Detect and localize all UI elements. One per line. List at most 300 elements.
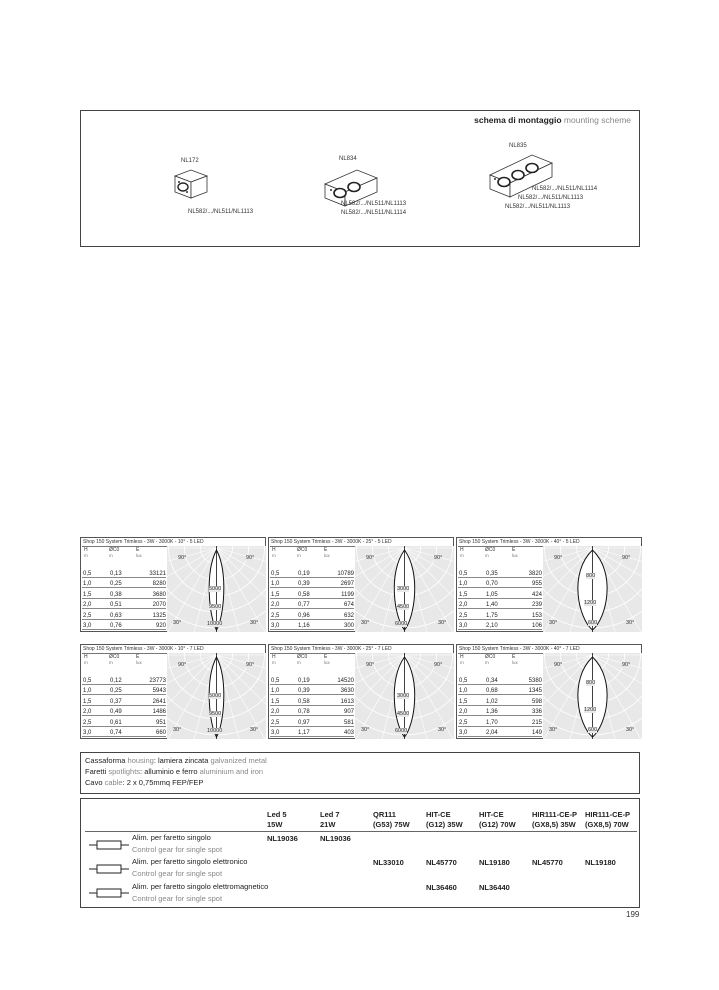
illuminance-value: 336 (531, 709, 542, 716)
photometric-col-header (297, 654, 307, 666)
angle-label-left: 90° (366, 662, 375, 668)
label-double-accessory-1: NL582/.../NL511/NL1113 (341, 201, 407, 207)
diameter-value: 0,39 (298, 688, 310, 695)
height-value: 2,5 (459, 612, 468, 619)
photometric-col-header (485, 547, 495, 559)
photometric-col-header (460, 654, 464, 666)
angle-label-left: 90° (178, 555, 187, 561)
spec-cable-it: Cavo (85, 778, 103, 787)
angle-label-right: 90° (622, 555, 631, 561)
illuminance-value: 424 (531, 591, 542, 598)
spec-housing-value-en: galvanized metal (210, 756, 267, 765)
height-value: 0,5 (83, 678, 92, 684)
polar-value-label: 3000 (397, 586, 410, 592)
photometric-panel (268, 644, 454, 739)
height-value: 3,0 (459, 730, 468, 736)
polar-value-label: 4500 (397, 604, 410, 610)
illuminance-value: 920 (155, 623, 166, 629)
gear-code: NL36440 (479, 883, 510, 892)
spec-cable: Cavo cable: 2 x 0,75mmq FEP/FEP (85, 778, 204, 787)
spec-housing-value: lamiera zincata (157, 756, 209, 765)
gear-header-led5: Led 5 15W (267, 810, 287, 829)
illuminance-value: 1486 (152, 709, 166, 716)
height-value: 2,5 (459, 719, 468, 726)
photometric-col-header (485, 654, 495, 666)
illuminance-value: 2697 (340, 581, 354, 588)
gear-header-hitce-70: HIT-CE (G12) 70W (479, 810, 516, 829)
spec-spotlights: Faretti spotlights: alluminio e ferro aluminium and iron (85, 767, 264, 776)
illuminance-value: 1345 (528, 688, 542, 695)
photometric-panel-title: Shop 150 System Trimless - 3W - 3000K - 10° - 5 LED (82, 538, 211, 547)
diameter-value: 0,25 (110, 581, 122, 588)
col-header-unit: m (485, 553, 489, 558)
photometric-row (270, 707, 355, 717)
height-value: 2,0 (83, 709, 92, 716)
diameter-value: 1,02 (486, 698, 498, 705)
diameter-value: 2,04 (486, 730, 498, 736)
col-header-label: ØC0 (109, 654, 120, 660)
photometric-row (270, 600, 355, 610)
label-triple-accessory-1: NL582/.../NL511/NL1114 (532, 186, 598, 192)
label-single-accessory: NL582/.../NL511/NL1113 (188, 209, 254, 215)
diameter-value: 1,40 (486, 602, 498, 609)
illuminance-value: 598 (531, 698, 542, 705)
gear-code: NL19180 (585, 858, 616, 867)
photometric-col-header (324, 547, 330, 559)
gear-code: NL36460 (426, 883, 457, 892)
diameter-value: 0,19 (298, 678, 310, 684)
height-value: 1,0 (459, 581, 468, 588)
photometric-col-header (324, 654, 330, 666)
height-value: 2,0 (459, 709, 468, 716)
diameter-value: 0,51 (110, 602, 122, 609)
diameter-value: 1,17 (298, 730, 310, 736)
mounting-title-en: mounting scheme (563, 115, 631, 125)
height-value: 2,5 (83, 612, 92, 619)
specs-box (80, 752, 640, 794)
photometric-col-header (109, 547, 119, 559)
height-value: 1,0 (271, 688, 280, 695)
photometric-row (82, 590, 167, 600)
photometric-col-header (272, 547, 276, 559)
illuminance-value: 951 (155, 719, 166, 726)
label-nl172: NL172 (181, 158, 199, 164)
illuminance-value: 674 (343, 602, 354, 609)
diameter-value: 0,77 (298, 602, 310, 609)
angle-label-right: 90° (434, 555, 443, 561)
gear-row-electromagnetic-it: Alim. per faretto singolo elettromagnetico (132, 882, 269, 891)
diameter-value: 1,36 (486, 709, 498, 716)
spec-cable-value: 2 x 0,75mmq FEP/FEP (126, 778, 204, 787)
height-value: 1,5 (271, 698, 280, 705)
diameter-value: 1,05 (486, 591, 498, 598)
polar-value-label: 800 (586, 680, 596, 686)
illuminance-value: 149 (531, 730, 542, 736)
angle-label-bottom-left: 30° (173, 727, 182, 733)
height-value: 2,5 (271, 612, 280, 619)
height-value: 2,5 (271, 719, 280, 726)
illuminance-value: 907 (343, 709, 354, 716)
photometric-row (270, 569, 355, 579)
single-housing-drawing (171, 166, 211, 206)
control-gear-icon (89, 840, 129, 850)
col-header-label: H (272, 654, 276, 660)
gear-code: NL33010 (373, 858, 404, 867)
illuminance-value: 153 (531, 612, 542, 619)
gear-header-hir111-35: HIR111-CE-P (GX8,5) 35W (532, 810, 578, 829)
angle-label-bottom-right: 30° (626, 727, 635, 733)
photometric-row (270, 676, 355, 686)
photometric-row (458, 579, 543, 589)
diameter-value: 2,10 (486, 623, 498, 629)
photometric-row (458, 686, 543, 696)
height-value: 0,5 (271, 571, 280, 577)
gear-header-qr111: QR111 (G53) 75W (373, 810, 410, 829)
photometric-row (270, 686, 355, 696)
photometric-panel (80, 537, 266, 632)
gear-row-electronic-en: Control gear for single spot (132, 869, 223, 878)
diameter-value: 0,61 (110, 719, 122, 726)
angle-label-left: 90° (554, 662, 563, 668)
diameter-value: 0,97 (298, 719, 310, 726)
angle-label-right: 90° (246, 555, 255, 561)
illuminance-value: 106 (531, 623, 542, 629)
gear-header-led7: Led 7 21W (320, 810, 340, 829)
height-value: 3,0 (83, 623, 92, 629)
diameter-value: 0,38 (110, 591, 122, 598)
photometric-row (270, 590, 355, 600)
height-value: 1,0 (83, 581, 92, 588)
photometric-row (82, 728, 167, 738)
photometric-row (270, 579, 355, 589)
height-value: 1,5 (83, 591, 92, 598)
diameter-value: 1,75 (486, 612, 498, 619)
diameter-value: 0,96 (298, 612, 310, 619)
illuminance-value: 403 (343, 730, 354, 736)
height-value: 3,0 (83, 730, 92, 736)
photometric-panel-title: Shop 150 System Trimless - 3W - 3000K - 10° - 7 LED (82, 645, 211, 654)
col-header-unit: m (84, 660, 88, 665)
illuminance-value: 581 (343, 719, 354, 726)
gear-row-single-it: Alim. per faretto singolo (132, 833, 211, 842)
diameter-value: 0,37 (110, 698, 122, 705)
gear-code: NL19036 (320, 834, 351, 843)
angle-label-bottom-right: 30° (438, 620, 447, 626)
polar-value-label: 10000 (207, 621, 223, 627)
diameter-value: 0,58 (298, 591, 310, 598)
photometric-col-header (84, 654, 88, 666)
illuminance-value: 23773 (149, 678, 166, 684)
illuminance-value: 5380 (528, 678, 542, 684)
col-header-label: ØC0 (297, 654, 308, 660)
diameter-value: 1,16 (298, 623, 310, 629)
illuminance-value: 215 (531, 719, 542, 726)
photometric-row (82, 621, 167, 631)
photometric-row (82, 569, 167, 579)
illuminance-value: 33121 (149, 571, 166, 577)
diameter-value: 0,76 (110, 623, 122, 629)
diameter-value: 0,68 (486, 688, 498, 695)
mounting-scheme-title (474, 115, 631, 125)
photometric-col-header (136, 654, 142, 666)
angle-label-bottom-right: 30° (626, 620, 635, 626)
gear-row-single-en: Control gear for single spot (132, 845, 223, 854)
col-header-unit: m (272, 660, 276, 665)
angle-label-bottom-left: 30° (361, 727, 370, 733)
col-header-label: ØC0 (485, 654, 496, 660)
height-value: 1,0 (83, 688, 92, 695)
photometric-row (270, 718, 355, 728)
col-header-unit: lux (324, 660, 330, 665)
height-value: 0,5 (459, 571, 468, 577)
photometric-row (458, 676, 543, 686)
diameter-value: 0,34 (486, 678, 498, 684)
polar-value-label: 5000 (209, 586, 222, 592)
page-number: 199 (626, 910, 640, 919)
mounting-scheme-box (80, 110, 640, 247)
angle-label-bottom-right: 30° (438, 727, 447, 733)
photometric-panel-title: Shop 150 System Trimless - 3W - 3000K - 40° - 5 LED (458, 538, 587, 547)
photometric-row (82, 707, 167, 717)
photometric-col-header (272, 654, 276, 666)
photometric-row (458, 611, 543, 621)
spec-spotlights-it: Faretti (85, 767, 107, 776)
height-value: 1,5 (83, 698, 92, 705)
photometric-panel (456, 537, 642, 632)
label-triple-accessory-2: NL582/.../NL511/NL1113 (518, 195, 584, 201)
height-value: 2,0 (271, 709, 280, 716)
label-nl835: NL835 (509, 143, 527, 149)
height-value: 1,0 (271, 581, 280, 588)
height-value: 2,0 (83, 602, 92, 609)
spec-spotlights-value-en: aluminium and iron (199, 767, 264, 776)
illuminance-value: 5943 (152, 688, 166, 695)
photometric-col-header (512, 547, 518, 559)
height-value: 3,0 (271, 623, 280, 629)
illuminance-value: 3680 (152, 591, 166, 598)
spec-cable-en: cable (104, 778, 123, 787)
photometric-row (270, 611, 355, 621)
photometric-row (458, 621, 543, 631)
height-value: 2,5 (83, 719, 92, 726)
diameter-value: 0,78 (298, 709, 310, 716)
diameter-value: 0,19 (298, 571, 310, 577)
height-value: 2,0 (271, 602, 280, 609)
illuminance-value: 3630 (340, 688, 354, 695)
col-header-unit: lux (512, 660, 518, 665)
illuminance-value: 632 (343, 612, 354, 619)
illuminance-value: 300 (343, 623, 354, 629)
label-nl834: NL834 (339, 156, 357, 162)
electronic-gear-icon (89, 864, 129, 874)
photometric-panel-title: Shop 150 System Trimless - 3W - 3000K - 25° - 7 LED (270, 645, 399, 654)
illuminance-value: 3820 (528, 571, 542, 577)
illuminance-value: 660 (155, 730, 166, 736)
illuminance-value: 2070 (152, 602, 166, 609)
polar-value-label: 9500 (209, 604, 222, 610)
spec-spotlights-value: alluminio e ferro (144, 767, 198, 776)
polar-value-label: 600 (588, 727, 598, 733)
col-header-label: E (324, 547, 328, 553)
photometric-col-header (136, 547, 142, 559)
col-header-unit: lux (136, 660, 142, 665)
diameter-value: 0,58 (298, 698, 310, 705)
diameter-value: 0,13 (110, 571, 122, 577)
spec-housing-it: Cassaforma (85, 756, 126, 765)
angle-label-bottom-left: 30° (173, 620, 182, 626)
polar-value-label: 4500 (397, 711, 410, 717)
height-value: 2,0 (459, 602, 468, 609)
diameter-value: 0,12 (110, 678, 122, 684)
photometric-row (82, 676, 167, 686)
height-value: 1,5 (271, 591, 280, 598)
photometric-panel-title: Shop 150 System Trimless - 3W - 3000K - 25° - 5 LED (270, 538, 399, 547)
illuminance-value: 1199 (341, 591, 354, 598)
angle-label-bottom-left: 30° (361, 620, 370, 626)
photometric-col-header (512, 654, 518, 666)
col-header-label: ØC0 (109, 547, 120, 553)
angle-label-bottom-right: 30° (250, 620, 259, 626)
polar-value-label: 10000 (207, 728, 223, 734)
col-header-unit: m (272, 553, 276, 558)
photometric-panel (456, 644, 642, 739)
gear-code: NL45770 (426, 858, 457, 867)
photometric-row (458, 718, 543, 728)
col-header-unit: lux (324, 553, 330, 558)
photometric-row (82, 686, 167, 696)
illuminance-value: 2641 (152, 698, 166, 705)
diameter-value: 0,25 (110, 688, 122, 695)
illuminance-value: 239 (531, 602, 542, 609)
col-header-label: H (84, 547, 88, 553)
gear-row-single (132, 832, 222, 856)
angle-label-bottom-left: 30° (549, 620, 558, 626)
photometric-row (270, 728, 355, 738)
polar-value-label: 6000 (395, 621, 408, 627)
photometric-panel (268, 537, 454, 632)
angle-label-left: 90° (554, 555, 563, 561)
diameter-value: 0,35 (486, 571, 498, 577)
gear-row-electronic (132, 856, 247, 880)
photometric-panel (80, 644, 266, 739)
col-header-label: ØC0 (485, 547, 496, 553)
gear-code: NL45770 (532, 858, 563, 867)
col-header-unit: m (460, 660, 464, 665)
col-header-label: E (136, 547, 140, 553)
photometric-panel-title: Shop 150 System Trimless - 3W - 3000K - 40° - 7 LED (458, 645, 587, 654)
illuminance-value: 1613 (340, 698, 354, 705)
col-header-label: E (324, 654, 328, 660)
diameter-value: 0,74 (110, 730, 122, 736)
gear-header-hir111-70: HIR111-CE-P (GX8,5) 70W (585, 810, 631, 829)
photometric-row (82, 611, 167, 621)
col-header-unit: m (297, 660, 301, 665)
illuminance-value: 10789 (337, 571, 354, 577)
diameter-value: 0,63 (110, 612, 122, 619)
polar-value-label: 800 (586, 573, 596, 579)
control-gear-table (80, 798, 640, 908)
angle-label-bottom-left: 30° (549, 727, 558, 733)
angle-label-right: 90° (622, 662, 631, 668)
gear-header-hitce-35: HIT-CE (G12) 35W (426, 810, 463, 829)
polar-value-label: 600 (588, 620, 598, 626)
photometric-row (458, 697, 543, 707)
photometric-row (82, 697, 167, 707)
spec-housing: Cassaforma housing: lamiera zincata galvanized metal (85, 756, 267, 765)
illuminance-value: 14520 (337, 678, 354, 684)
height-value: 1,5 (459, 698, 468, 705)
angle-label-right: 90° (434, 662, 443, 668)
col-header-label: H (460, 654, 464, 660)
col-header-unit: lux (512, 553, 518, 558)
label-triple-accessory-3: NL582/.../NL511/NL1113 (505, 204, 571, 210)
photometric-col-header (297, 547, 307, 559)
label-double-accessory-2: NL582/.../NL511/NL1114 (341, 210, 407, 216)
col-header-unit: m (109, 553, 113, 558)
polar-value-label: 5000 (209, 693, 222, 699)
col-header-unit: m (460, 553, 464, 558)
diameter-value: 0,39 (298, 581, 310, 588)
gear-row-electromagnetic-en: Control gear for single spot (132, 894, 223, 903)
illuminance-value: 1325 (152, 612, 166, 619)
photometric-row (270, 621, 355, 631)
photometric-col-header (460, 547, 464, 559)
col-header-unit: m (485, 660, 489, 665)
angle-label-right: 90° (246, 662, 255, 668)
angle-label-left: 90° (178, 662, 187, 668)
angle-label-left: 90° (366, 555, 375, 561)
height-value: 0,5 (459, 678, 468, 684)
height-value: 3,0 (459, 623, 468, 629)
height-value: 3,0 (271, 730, 280, 736)
height-value: 1,0 (459, 688, 468, 695)
angle-label-bottom-right: 30° (250, 727, 259, 733)
spec-spotlights-en: spotlights (108, 767, 141, 776)
col-header-unit: m (109, 660, 113, 665)
photometric-col-header (84, 547, 88, 559)
col-header-unit: m (297, 553, 301, 558)
col-header-label: H (460, 547, 464, 553)
col-header-label: ØC0 (297, 547, 308, 553)
height-value: 0,5 (83, 571, 92, 577)
mounting-title-it: schema di montaggio (474, 115, 562, 125)
polar-value-label: 9500 (209, 711, 222, 717)
electromagnetic-gear-icon (89, 888, 129, 898)
spec-housing-en: housing (127, 756, 154, 765)
photometric-row (82, 718, 167, 728)
polar-value-label: 1200 (584, 600, 597, 606)
polar-value-label: 6000 (395, 728, 408, 734)
diameter-value: 0,70 (486, 581, 498, 588)
polar-value-label: 3000 (397, 693, 410, 699)
col-header-unit: m (84, 553, 88, 558)
col-header-label: E (136, 654, 140, 660)
col-header-label: H (272, 547, 276, 553)
photometric-row (82, 579, 167, 589)
photometric-row (458, 728, 543, 738)
col-header-label: E (512, 547, 516, 553)
diameter-value: 1,70 (486, 719, 498, 726)
photometric-col-header (109, 654, 119, 666)
gear-code: NL19036 (267, 834, 298, 843)
diameter-value: 0,49 (110, 709, 122, 716)
gear-row-electromagnetic (132, 881, 268, 905)
photometric-row (82, 600, 167, 610)
col-header-unit: lux (136, 553, 142, 558)
height-value: 1,5 (459, 591, 468, 598)
photometric-row (458, 590, 543, 600)
illuminance-value: 8280 (152, 581, 166, 588)
